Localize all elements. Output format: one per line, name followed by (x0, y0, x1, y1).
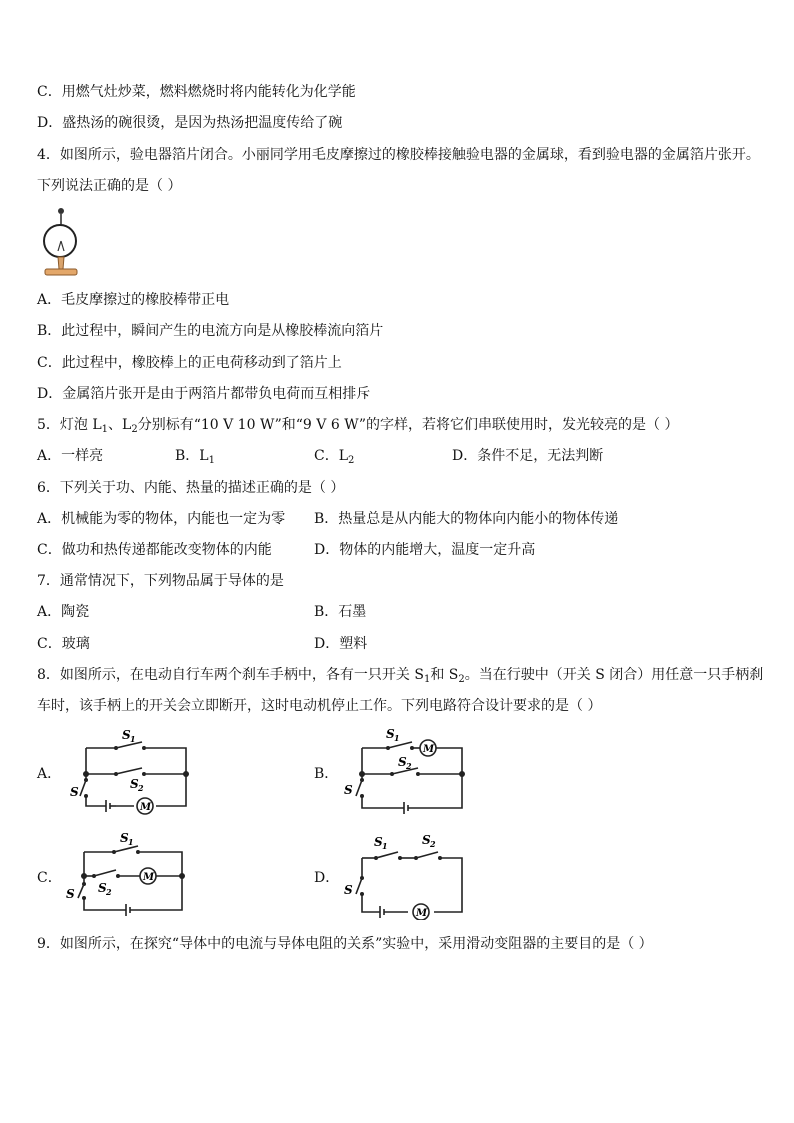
q3-option-c: C．用燃气灶炒菜，燃料燃烧时将内能转化为化学能 (37, 84, 356, 100)
circuit-b-diagram (340, 724, 468, 818)
svg-text:M: M (416, 908, 428, 919)
circuit-a-diagram (66, 726, 192, 818)
svg-text:S: S (386, 727, 395, 741)
q4-option-d: D．金属箔片张开是由于两箔片都带负电荷而互相排斥 (37, 386, 371, 402)
circuit-c-diagram (64, 828, 188, 920)
svg-text:M: M (423, 744, 435, 755)
q7-stem: 7．通常情况下，下列物品属于导体的是 (37, 573, 284, 589)
q7-option-d: D．塑料 (314, 636, 368, 652)
q3-option-d: D．盛热汤的碗很烫，是因为热汤把温度传给了碗 (37, 115, 343, 131)
q8-stem-cont: 车时，该手柄上的开关会立即断开，这时电动机停止工作。下列电路符合设计要求的是（ ） (37, 698, 602, 714)
q8-option-a-label: A． (37, 766, 62, 782)
q6-stem: 6．下列关于功、内能、热量的描述正确的是（ ） (37, 480, 345, 496)
q6-option-b: B．热量总是从内能大的物体向内能小的物体传递 (314, 511, 619, 527)
q6-option-c: C．做功和热传递都能改变物体的内能 (37, 542, 272, 558)
q7-option-b: B．石墨 (314, 604, 367, 620)
q4-option-c: C．此过程中，橡胶棒上的正电荷移动到了箔片上 (37, 355, 342, 371)
circuit-d-diagram (342, 830, 466, 920)
s2-label: S (130, 777, 139, 791)
q4-option-a: A．毛皮摩擦过的橡胶棒带正电 (37, 292, 230, 308)
svg-text:S: S (374, 835, 383, 849)
svg-text:M: M (143, 872, 155, 883)
svg-text:1: 1 (130, 734, 136, 744)
svg-text:1: 1 (128, 837, 134, 847)
q5-option-c: C．$L_2$ (314, 448, 355, 466)
q7-option-c: C．玻璃 (37, 636, 90, 652)
svg-text:S: S (344, 783, 353, 797)
q4-stem-cont: 下列说法正确的是（ ） (37, 178, 182, 194)
q8-stem: 8．如图所示，在电动自行车两个刹车手柄中，各有一只开关 $S_1$和 $S_2$。当在行驶中（开关 S 闭合）用任意一只手柄刹 (37, 667, 764, 685)
svg-text:1: 1 (394, 733, 400, 743)
svg-text:S: S (98, 881, 107, 895)
q6-option-a: A．机械能为零的物体，内能也一定为零 (37, 511, 286, 527)
svg-text:S: S (344, 883, 353, 897)
svg-text:2: 2 (138, 783, 144, 793)
s-label: S (70, 785, 79, 799)
svg-text:S: S (422, 833, 431, 847)
svg-text:S: S (398, 755, 407, 769)
svg-text:2: 2 (430, 839, 436, 849)
q6-option-d: D．物体的内能增大，温度一定升高 (314, 542, 536, 558)
q5-stem: 5．灯泡 $L_1$、$L_2$分别标有“10 V 10 W”和“9 V 6 W”的字样，若将它们串联使用时，发光较亮的是（ ） (37, 417, 679, 435)
q8-option-d-label: D． (314, 870, 340, 886)
q5-option-b: B．$L_1$ (175, 448, 215, 466)
svg-text:S: S (120, 831, 129, 845)
q5-option-d: D．条件不足，无法判断 (452, 448, 604, 464)
svg-text:2: 2 (106, 887, 112, 897)
s1-label: S (122, 728, 131, 742)
electroscope-figure (38, 205, 84, 279)
q5-option-a: A．一样亮 (37, 448, 104, 464)
q8-option-b-label: B． (314, 766, 339, 782)
q7-option-a: A．陶瓷 (37, 604, 90, 620)
motor-label: M (140, 802, 152, 813)
q9-stem: 9．如图所示，在探究“导体中的电流与导体电阻的关系”实验中，采用滑动变阻器的主要目的是（ ） (37, 936, 653, 952)
svg-text:1: 1 (382, 841, 388, 851)
q4-option-b: B．此过程中，瞬间产生的电流方向是从橡胶棒流向箔片 (37, 323, 384, 339)
q8-option-c-label: C． (37, 870, 62, 886)
q4-stem: 4．如图所示，验电器箔片闭合。小丽同学用毛皮摩擦过的橡胶棒接触验电器的金属球，看到验电器的金属箔片张开。 (37, 147, 760, 163)
svg-text:2: 2 (406, 761, 412, 771)
svg-text:S: S (66, 887, 75, 901)
